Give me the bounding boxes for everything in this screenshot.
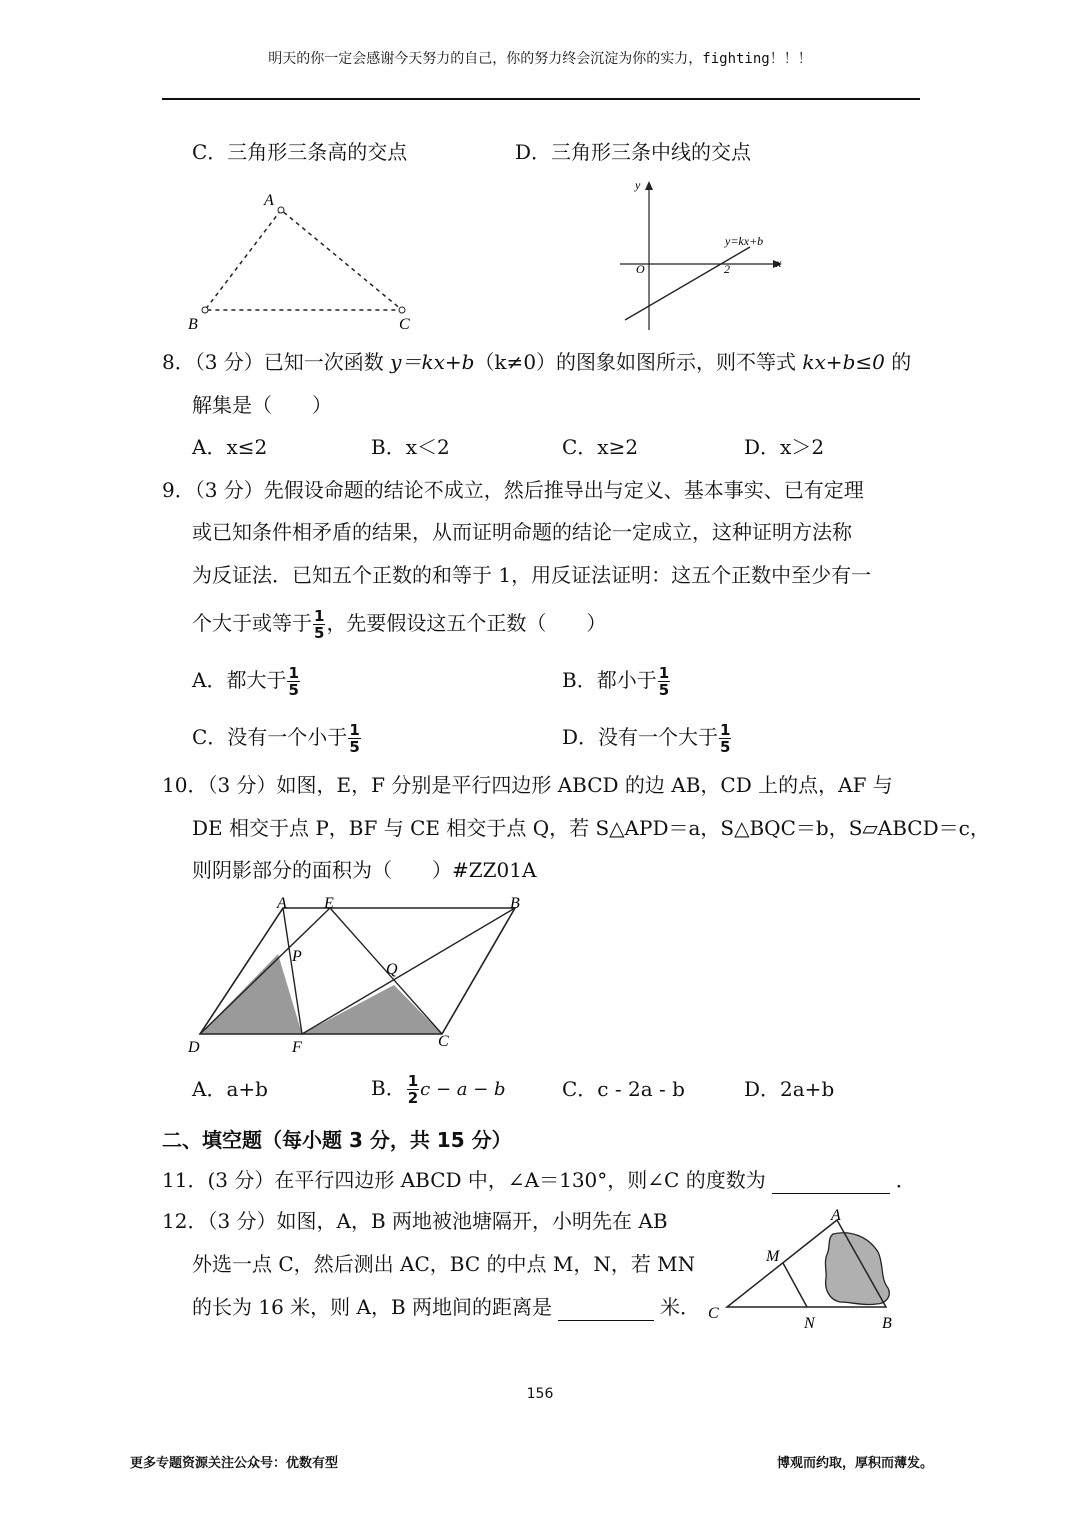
fraction-one-fifth: $\frac{1}{5}$ [314,607,325,642]
label-a: A [831,1207,841,1224]
q9-option-c: C．没有一个小于 $\frac{1}{5}$ [192,721,360,756]
q9-option-a: A．都大于 $\frac{1}{5}$ [192,664,299,699]
q11-answer-blank[interactable] [772,1165,890,1194]
q8-option-c: C．x≥2 [562,435,639,459]
label-m: M [766,1248,780,1265]
q10-stem-line2: DE 相交于点 P，BF 与 CE 相交于点 Q，若 S△APD＝a，S△BQC＝b，S▱ABCD＝c， [192,816,990,840]
label-a: A [264,192,274,209]
q7-option-d: D．三角形三条中线的交点 [515,140,752,164]
segment-mn [783,1263,807,1307]
x-axis-label: x [776,256,782,270]
footer-right: 博观而约取，厚积而薄发。 [777,1456,934,1471]
label-c: C [708,1305,719,1322]
vertex-b-dot [202,307,208,313]
q12-stem-line2: 外选一点 C，然后测出 AC，BC 的中点 M，N，若 MN [192,1252,696,1276]
linear-function-graph [600,175,800,335]
y-axis-label: y [635,178,641,192]
origin-label: O [636,262,645,276]
header-motto: 明天的你一定会感谢今天努力的自己，你的努力终会沉淀为你的实力，fighting！！！ [268,51,812,67]
q10-stem-line3: 则阴影部分的面积为（ ）#ZZ01A [192,858,537,882]
q12-stem-line3: 的长为 16 米，则 A，B 两地间的距离是 米． [192,1292,700,1321]
label-p: P [292,948,302,965]
function-label: y=kx+b [725,234,764,248]
q10-option-a: A．a+b [192,1077,268,1101]
q8-stem-line2: 解集是（ ） [192,393,332,417]
function-line [625,247,750,320]
q9-option-b: B．都小于 $\frac{1}{5}$ [562,664,670,699]
q12-answer-blank[interactable] [558,1292,654,1321]
q9-option-d: D．没有一个大于 $\frac{1}{5}$ [562,721,731,756]
q8-option-a: A．x≤2 [192,435,268,459]
triangle-figure [180,188,420,338]
label-b: B [882,1315,892,1332]
q8-option-b: B．x＜2 [371,435,450,459]
header-divider [162,98,920,100]
q8-option-d: D．x＞2 [744,435,825,459]
label-b: B [188,316,198,333]
label-c: C [438,1033,449,1050]
root-label: 2 [724,262,730,276]
q9-stem-line2: 或已知条件相矛盾的结果，从而证明命题的结论一定成立，这种证明方法称 [192,520,852,544]
footer-left: 更多专题资源关注公众号：优数有型 [130,1456,339,1471]
q10-option-d: D．2a+b [744,1077,835,1101]
q10-stem-line1: 10．（3 分）如图，E，F 分别是平行四边形 ABCD 的边 AB，CD 上的点，AF 与 [162,773,893,797]
parallelogram-figure [180,888,540,1058]
label-b: B [510,895,520,912]
shaded-triangle-dpf [200,954,302,1034]
q9-stem-line3: 为反证法．已知五个正数的和等于 1，用反证法证明：这五个正数中至少有一 [192,563,872,587]
q9-stem-line4: 个大于或等于 $\frac{1}{5}$ ，先要假设这五个正数（ ） [192,607,607,642]
q8-stem-line1: 8．（3 分）已知一次函数 y＝kx+b（k≠0）的图象如图所示，则不等式 kx+b≤0 的 [162,350,912,374]
vertex-c-dot [399,307,405,313]
q12-stem-line1: 12．（3 分）如图，A，B 两地被池塘隔开，小明先在 AB [162,1209,668,1233]
section-title-fill-blank: 二、填空题（每小题 3 分，共 15 分） [162,1128,512,1152]
q10-option-c: C．c - 2a - b [562,1077,685,1101]
label-q: Q [386,961,398,978]
pond-figure [700,1200,910,1340]
label-n: N [804,1315,815,1332]
pond-shape [825,1233,889,1305]
page-number: 156 [526,1386,554,1402]
q7-option-c: C．三角形三条高的交点 [192,140,408,164]
q10-option-b: B． $\frac{1}{2}$ c − a − b [371,1072,506,1107]
label-c: C [399,316,410,333]
label-f: F [292,1039,302,1056]
q9-stem-line1: 9．（3 分）先假设命题的结论不成立，然后推导出与定义、基本事实、已有定理 [162,478,864,502]
vertex-a-dot [278,207,284,213]
label-d: D [188,1039,200,1056]
q11-stem: 11．(3 分）在平行四边形 ABCD 中，∠A＝130°，则∠C 的度数为 ． [162,1165,916,1194]
label-a: A [277,895,287,912]
label-e: E [324,895,334,912]
